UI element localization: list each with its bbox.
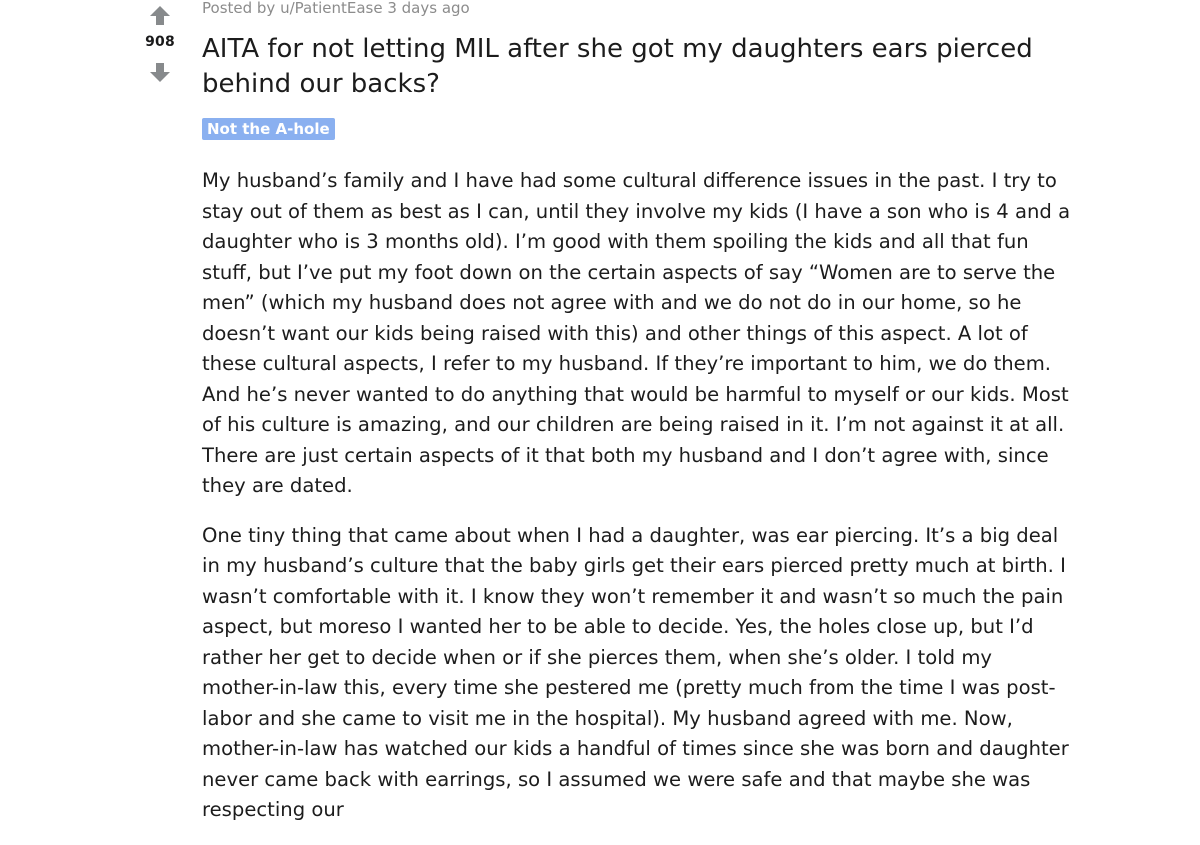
vote-score: 908: [145, 34, 175, 50]
post-body: [202, 166, 1072, 845]
post-paragraph: One tiny thing that came about when I had a daughter, was ear piercing. It’s a big deal in my husband’s culture that the baby girls get their ears pierced pretty much at birth. I wasn’t comfortable with it. I know they won’t remember it and wasn’t so much the pain aspect, but moreso I wanted her to be able to decide. Yes, the holes close up, but I’d rather her get to decide when or if she pierces them, when she’s older. I told my mother-in-law this, every time she pestered me (pretty much from the time I was post-labor and she came to visit me in the hospital). My husband agreed with me. Now, mother-in-law has watched our kids a handful of times since she was born and daughter never came back with earrings, so I assumed we were safe and that maybe she was respecting our: [202, 523, 1069, 821]
upvote-button[interactable]: [148, 3, 172, 27]
post-meta[interactable]: Posted by u/PatientEase 3 days ago: [202, 0, 470, 17]
post-flair[interactable]: Not the A-hole: [202, 118, 335, 140]
post-paragraph: My husband’s family and I have had some cultural difference issues in the past. I try to stay out of them as best as I can, until they involve my kids (I have a son who is 4 and a daughter who is 3 months old). I’m good with them spoiling the kids and all that fun stuff, but I’ve put my foot down on the certain aspects of say “Women are to serve the men” (which my husband does not agree with and we do not do in our home, so he doesn’t want our kids being raised with this) and other things of this aspect. A lot of these cultural aspects, I refer to my husband. If they’re important to him, we do them. And he’s never wanted to do anything that would be harmful to myself or our kids. Most of his culture is amazing, and our children are being raised in it. I’m not against it at all. There are just certain aspects of it that both my husband and I don’t agree with, since they are dated.: [202, 169, 1071, 497]
arrow-up-icon: [148, 3, 172, 27]
downvote-button[interactable]: [148, 61, 172, 85]
vote-column: [138, 0, 182, 100]
post-title[interactable]: AITA for not letting MIL after she got my daughters ears pierced behind our backs?: [202, 34, 1033, 99]
arrow-down-icon: [148, 61, 172, 85]
